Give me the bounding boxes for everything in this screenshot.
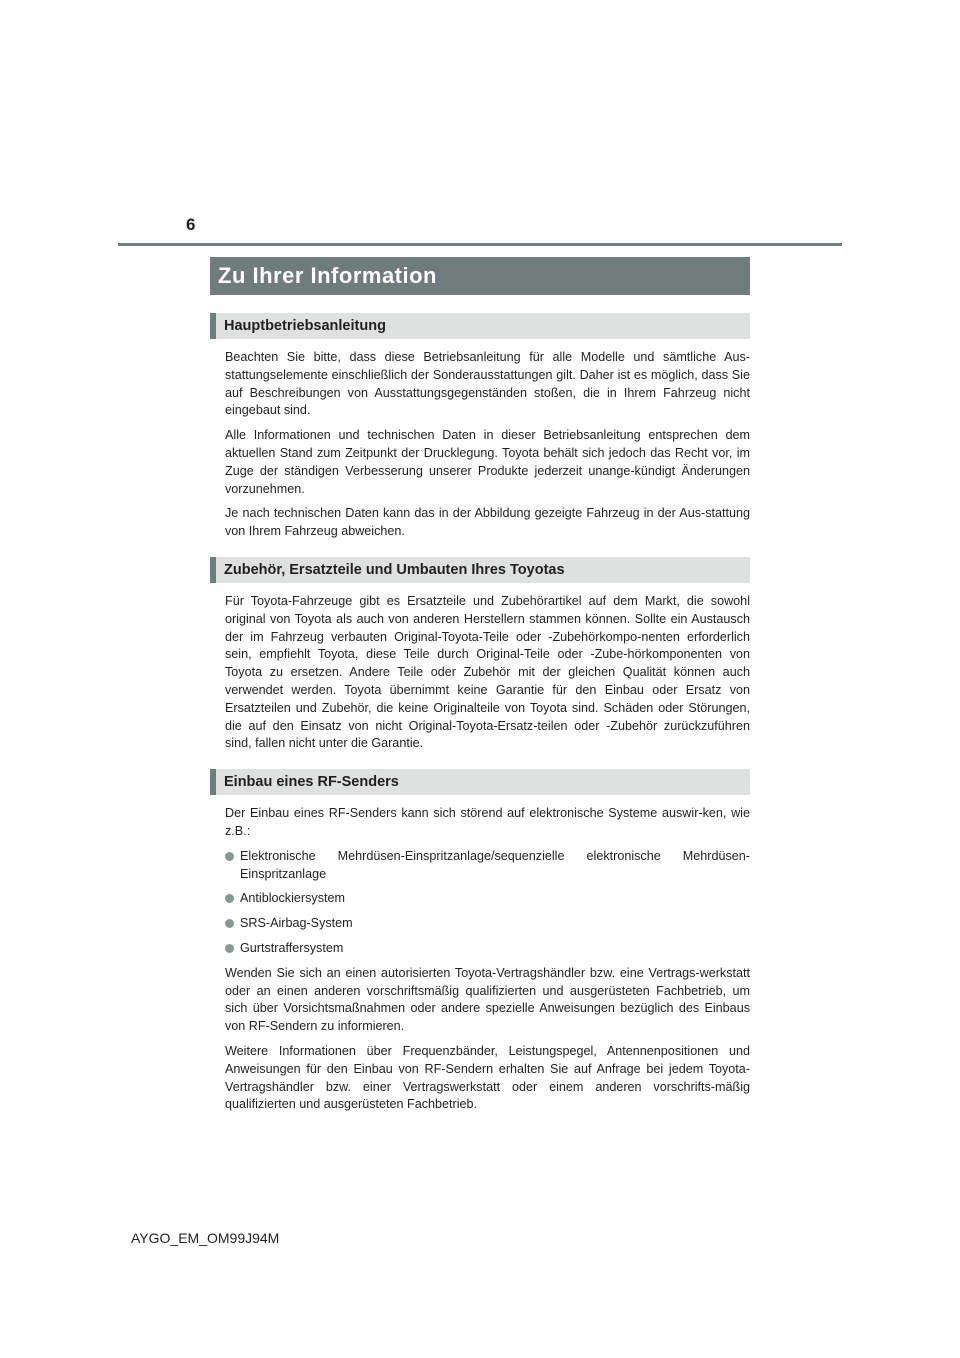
paragraph: Je nach technischen Daten kann das in der Abbildung gezeigte Fahrzeug in der Aus-stattung von Ihrem Fahrzeug abweichen. [225,506,750,539]
section-main-manual [210,313,750,541]
list-item [210,848,750,884]
section-rf-transmitter [210,769,750,1114]
content [210,313,750,1130]
list-item-text: SRS-Airbag-System [240,916,353,931]
list-item-text: Antiblockiersystem [240,891,345,906]
section-heading [210,769,750,795]
top-rule [118,243,842,246]
paragraph: Für Toyota-Fahrzeuge gibt es Ersatzteile und Zubehörartikel auf dem Markt, die sowohl original von Toyota als auch von anderen Herstellern stammen können. Sollte ein Austausch der im Fahrzeug verbauten Original-Toyota-Teile oder -Zubehörkompo-nenten erforderlich sein, empfiehlt Toyota, diese Teile durch Original-Teile oder -Zube-hörkomponenten von Toyota zu ersetzen. Andere Teile oder Zubehör mit der gleichen Qualität können auch verwendet werden. Toyota übernimmt keine Garantie für den Einbau oder Ersatz von Ersatzteilen und Zubehör, die keine Originalteile von Toyota sind. Schäden oder Störungen, die auf den Einsatz von nicht Original-Toyota-Ersatz-teilen oder -Zubehör zurückzuführen sind, fallen nicht unter die Garantie. [225,593,750,751]
paragraph: Der Einbau eines RF-Senders kann sich störend auf elektronische Systeme auswir-ken, wie z.B.: [225,806,750,838]
section-heading [210,313,750,339]
section-accessories [210,557,750,753]
paragraph: Weitere Informationen über Frequenzbänder, Leistungspegel, Antennenpositionen und Anweisungen für den Einbau von RF-Sendern erhalten Sie auf Anfrage bei jedem Toyota-Vertragshändler bzw. einer Vertragswerkstatt oder einem anderen vorschrifts-mäßig qualifizierten und ausgerüsteten Fachbetrieb. [225,1043,750,1112]
section-heading-text: Hauptbetriebsanleitung [224,318,386,334]
list-item-text: Elektronische Mehrdüsen-Einspritzanlage/sequenzielle elektronische Mehrdüsen-Einspritzanlage [240,848,750,881]
document-code: AYGO_EM_OM99J94M [131,1230,280,1246]
title-bar [210,257,750,295]
bullet-dot-icon [225,852,234,861]
list-item [210,890,750,908]
page-number: 6 [186,215,196,234]
bullet-dot-icon [225,919,234,928]
bullet-dot-icon [225,944,234,953]
paragraph: Alle Informationen und technischen Daten in dieser Betriebsanleitung entsprechen dem aktuellen Stand zum Zeitpunkt der Drucklegung. Toyota behält sich jedoch das Recht vor, im Zuge der ständigen Verbesserung unserer Produkte jederzeit unange-kündigt Änderungen vorzunehmen. [225,428,750,496]
list-item [210,940,750,958]
page-title: Zu Ihrer Information [218,263,437,288]
paragraph: Beachten Sie bitte, dass diese Betriebsanleitung für alle Modelle und sämtliche Aus-stattungselemente einschließlich der Sonderausstattungen gilt. Daher ist es möglich, dass Sie auf Beschreibungen von Ausstattungsgegenständen stoßen, die in Ihrem Fahrzeug nicht eingebaut sind. [225,350,750,418]
section-heading-text: Einbau eines RF-Senders [224,774,399,791]
paragraph: Wenden Sie sich an einen autorisierten Toyota-Vertragshändler bzw. eine Vertrags-werkstatt oder an einen anderen vorschriftsmäßig qualifizierten und ausgerüsteten Fachbetrieb, um sich über Vorsichtsmaßnahmen oder andere spezielle Anweisungen bezüglich des Einbaus von RF-Sendern zu informieren. [225,965,750,1034]
list-item [210,915,750,933]
list-item-text: Gurtstraffersystem [240,940,344,955]
section-heading-text: Zubehör, Ersatzteile und Umbauten Ihres Toyotas [224,561,565,578]
bullet-dot-icon [225,894,234,903]
section-heading [210,557,750,583]
